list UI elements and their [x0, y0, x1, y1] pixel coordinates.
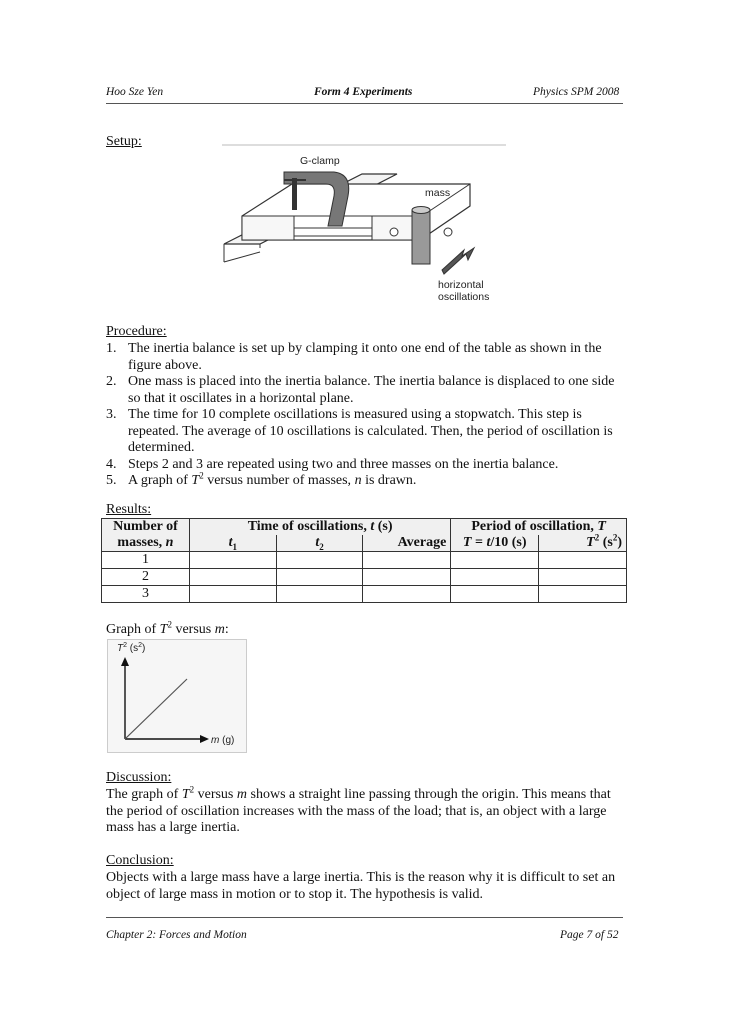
y-axis-label: $T^2$ $(s^2)$	[117, 642, 146, 654]
header-subject: Physics SPM 2008	[533, 86, 620, 98]
cell-empty	[539, 569, 627, 586]
table-row	[102, 569, 627, 586]
footer-rule	[106, 917, 623, 918]
procedure-step: 5. A graph of $T^2$ versus number of masses, n is drawn.	[106, 470, 417, 488]
cell-empty	[539, 586, 627, 603]
table-subheader-row	[102, 535, 627, 552]
label-horizontal: horizontal	[438, 279, 484, 291]
row-n: 1	[102, 552, 190, 569]
header-rule	[106, 103, 623, 104]
cell-empty	[451, 586, 539, 603]
oscillation-arrow	[442, 248, 474, 274]
header-masses: masses, n	[102, 535, 190, 552]
label-g-clamp: G-clamp	[300, 155, 340, 167]
header-t2: $t_2$	[276, 535, 363, 552]
row-n: 3	[102, 586, 190, 603]
header-average: Average	[363, 535, 451, 552]
x-axis-label: m (g)	[211, 735, 235, 746]
cell-empty	[189, 569, 276, 586]
inertia-balance-figure	[222, 144, 506, 308]
header-author: Hoo Sze Yen	[106, 86, 164, 98]
procedure-step: 1. The inertia balance is set up by clamping it onto one end of the table as shown in the figure above.	[106, 341, 602, 373]
graph-heading: Graph of $T^2$ versus m:	[106, 619, 229, 637]
cell-empty	[363, 569, 451, 586]
procedure-step: 4. Steps 2 and 3 are repeated using two and three masses on the inertia balance.	[106, 456, 559, 472]
cell-empty	[276, 586, 363, 603]
cell-empty	[451, 552, 539, 569]
cell-empty	[363, 552, 451, 569]
procedure-step: 3. The time for 10 complete oscillations is measured using a stopwatch. This step is repeated. The average of 10 oscillations is calculated. Then, the period of oscillation is determined.	[106, 407, 613, 455]
setup-heading: Setup:	[106, 134, 142, 149]
cell-empty	[189, 552, 276, 569]
table-row	[102, 552, 627, 569]
header-period: Period of oscillation, T	[451, 519, 627, 536]
cell-empty	[363, 586, 451, 603]
header-t-squared: $T^2$ $(s^2)$	[539, 535, 627, 552]
results-heading: Results:	[106, 502, 152, 517]
conclusion-heading: Conclusion:	[106, 853, 174, 868]
label-oscillations: oscillations	[438, 291, 490, 303]
procedure-step: 2. One mass is placed into the inertia balance. The inertia balance is displaced to one side so that it oscillates in a horizontal plane.	[106, 374, 615, 406]
cell-empty	[451, 569, 539, 586]
header-title: Form 4 Experiments	[314, 86, 413, 98]
footer-chapter: Chapter 2: Forces and Motion	[106, 929, 247, 941]
graph-figure	[107, 639, 247, 753]
row-n: 2	[102, 569, 190, 586]
cell-empty	[539, 552, 627, 569]
procedure-list	[106, 341, 626, 490]
cell-empty	[189, 586, 276, 603]
cell-empty	[276, 569, 363, 586]
conclusion-text: Objects with a large mass have a large inertia. This is the reason why it is difficult to set an object of large mass in motion or to stop it. The hypothesis is valid.	[106, 870, 616, 902]
discussion-text: The graph of $T^2$ versus m shows a straight line passing through the origin. This means that the period of oscillation increases with the mass of the load; that is, an object with a large mass has a large inertia.	[106, 784, 611, 835]
table-header-row	[102, 519, 627, 536]
header-t-calc: T = t/10 (s)	[451, 535, 539, 552]
results-table	[101, 518, 627, 603]
header-time: Time of oscillations, t (s)	[189, 519, 450, 536]
table-row	[102, 586, 627, 603]
label-mass: mass	[425, 187, 451, 199]
cell-empty	[276, 552, 363, 569]
clamp-screw	[292, 178, 297, 210]
footer-page: Page 7 of 52	[560, 929, 619, 941]
discussion-heading: Discussion:	[106, 770, 172, 785]
mass-cylinder	[412, 210, 430, 264]
header-t1: $t_1$	[189, 535, 276, 552]
header-number-of: Number of	[102, 519, 190, 536]
procedure-heading: Procedure:	[106, 324, 167, 339]
